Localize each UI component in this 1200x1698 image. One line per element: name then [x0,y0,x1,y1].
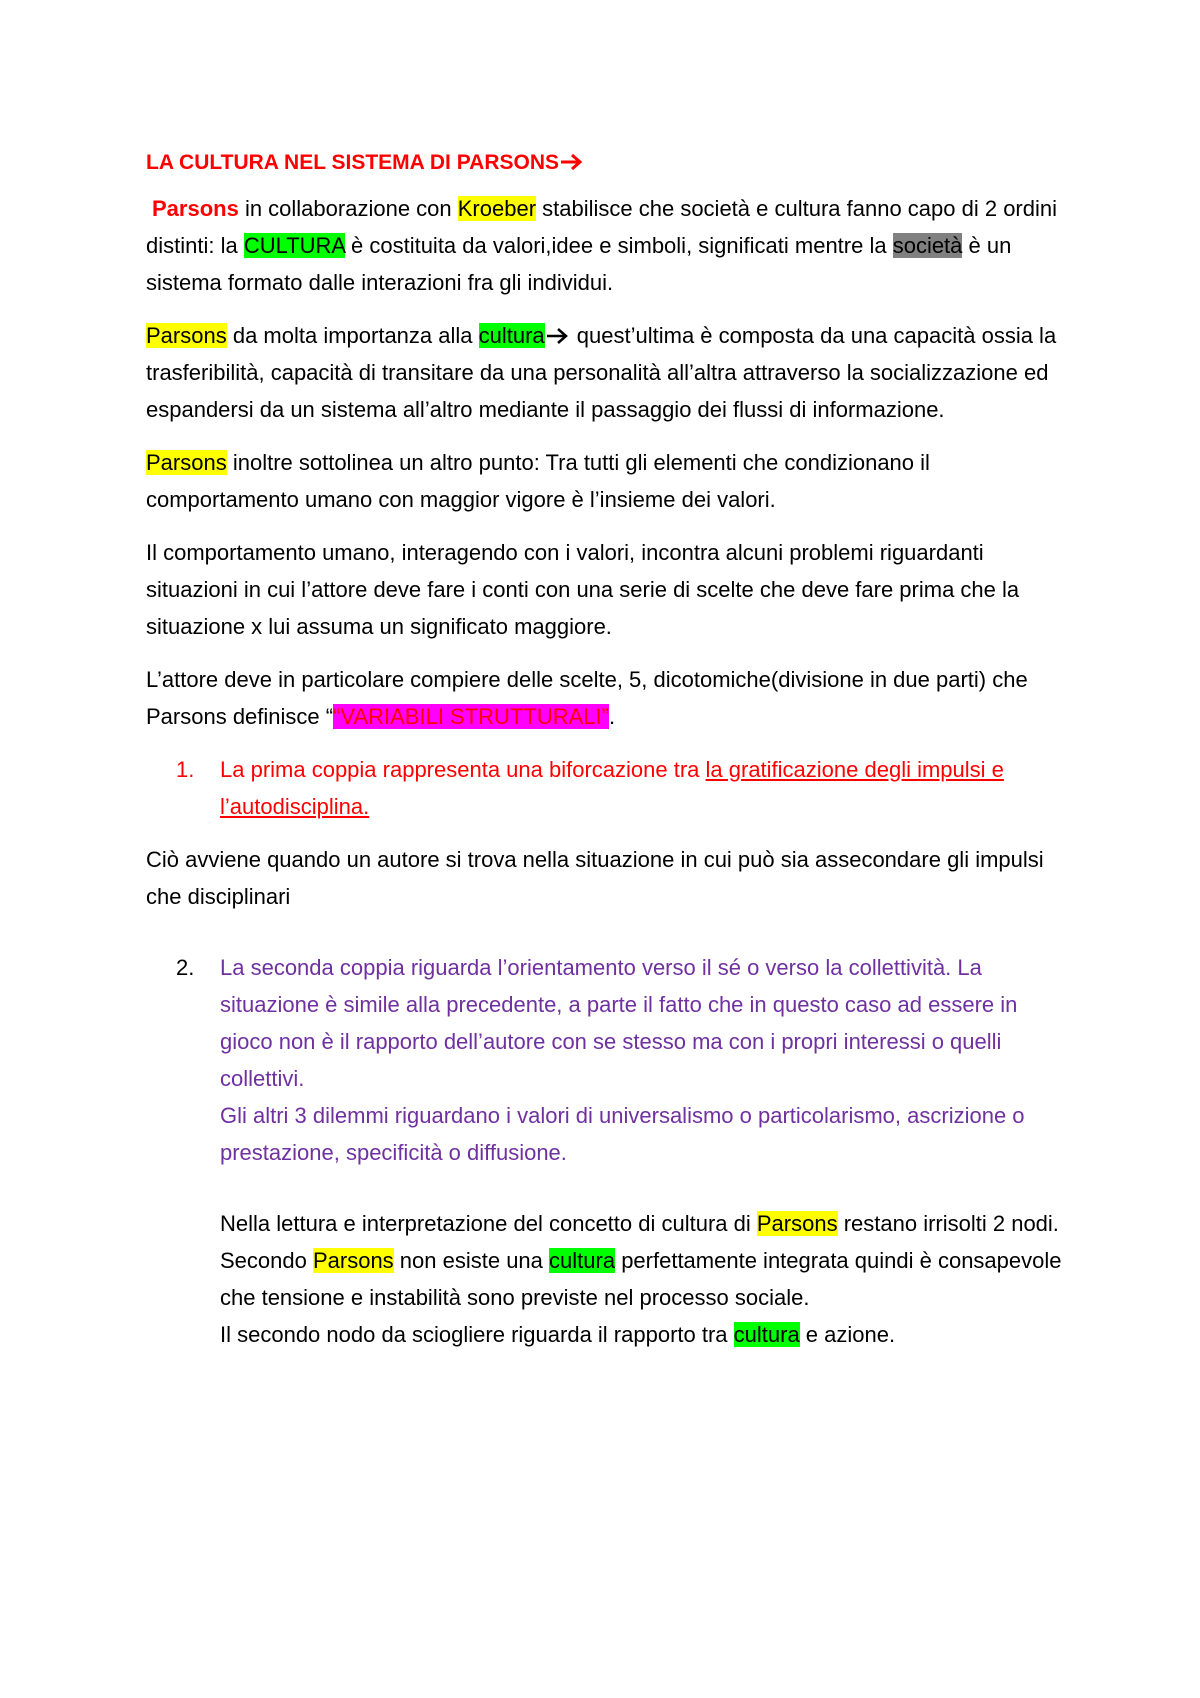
text-span: perfettamente integrata quindi è consapevole che tensione e instabilità sono previste nel processo sociale. [220,1248,1062,1310]
parsons-highlight: Parsons [146,450,227,475]
cultura-highlight: cultura [549,1248,616,1273]
cultura-highlight: cultura [733,1322,800,1347]
paragraph-1 [146,190,1076,301]
paragraph-5 [146,661,1076,735]
list-number: 1. [176,757,195,782]
document-title [146,148,1076,178]
cultura-highlight: CULTURA [243,233,345,258]
paragraph-4: Il comportamento umano, interagendo con i valori, incontra alcuni problemi riguardanti situazioni in cui l’attore deve fare i conti con una serie di scelte che deve fare prima che la situazione x lui assuma un significato maggiore. [146,540,1020,639]
text-span: Il secondo nodo da sciogliere riguarda il rapporto tra [220,1322,734,1347]
paragraph-6: Ciò avviene quando un autore si trova nella situazione in cui può sia assecondare gli impulsi che disciplinari [146,847,1044,909]
underlined-text: la gratificazione degli impulsi e l’autodisciplina. [220,757,1004,819]
text-span: Secondo [220,1248,313,1273]
text-span: è un sistema formato dalle interazioni fra gli individui. [146,233,1012,295]
text-span: L’attore deve in particolare compiere delle scelte, 5, dicotomiche(divisione in due parti) che Parsons definisce “ [146,667,1028,729]
text-span: non esiste una [393,1248,550,1273]
parsons-name: Parsons [152,196,239,221]
text-span: Nella lettura e interpretazione del concetto di cultura di [220,1211,757,1236]
kroeber-highlight: Kroeber [457,196,537,221]
text-span: Gli altri 3 dilemmi riguardano i valori di universalismo o particolarismo, ascrizione o prestazione, specificità o diffusione. [220,1103,1025,1165]
paragraph-3 [146,444,1076,518]
societa-highlight: società [892,233,963,258]
text-span: La seconda coppia riguarda l’orientamento verso il sé o verso la collettività. La situazione è simile alla precedente, a parte il fatto che in questo caso ad essere in gioco non è il rapporto dell’autore con se stesso ma con i propri interessi o quelli collettivi. [220,955,1018,1091]
parsons-highlight: Parsons [312,1248,394,1273]
text-span: in collaborazione con [238,196,458,221]
document-body [146,148,1076,1353]
list-item-1 [146,751,1076,825]
text-span: stabilisce che società e cultura fanno capo di 2 ordini distinti: la [146,196,1058,258]
text-span: è costituita da valori,idee e simboli, significati mentre la [344,233,893,258]
parsons-highlight: Parsons [756,1211,838,1236]
paragraph-7 [146,1205,1076,1353]
parsons-highlight: Parsons [146,323,227,348]
text-span: inoltre sottolinea un altro punto: Tra tutti gli elementi che condizionano il comportamento umano con maggior vigore è l’insieme dei valori. [146,450,930,512]
text-span: La prima coppia rappresenta una biforcazione tra [220,757,706,782]
text-span: restano irrisolti 2 nodi. [837,1211,1059,1236]
list-item-2 [146,949,1076,1171]
cultura-highlight: cultura [478,323,545,348]
right-arrow-icon [559,152,585,172]
variabili-strutturali-highlight: “VARIABILI STRUTTURALI” [333,704,609,729]
title-text: LA CULTURA NEL SISTEMA DI PARSONS [146,151,560,174]
list-number: 2. [176,955,195,980]
text-span: e azione. [799,1322,896,1347]
paragraph-2 [146,317,1076,428]
text-span: quest’ultima è composta da una capacità ossia la trasferibilità, capacità di transitare da una personalità all’altra attraverso la socializzazione ed espandersi da un sistema all’altro mediante il passaggio dei flussi di informazione. [146,323,1057,422]
text-span: da molta importanza alla [226,323,479,348]
text-span: . [608,704,616,729]
right-arrow-icon [545,326,571,346]
